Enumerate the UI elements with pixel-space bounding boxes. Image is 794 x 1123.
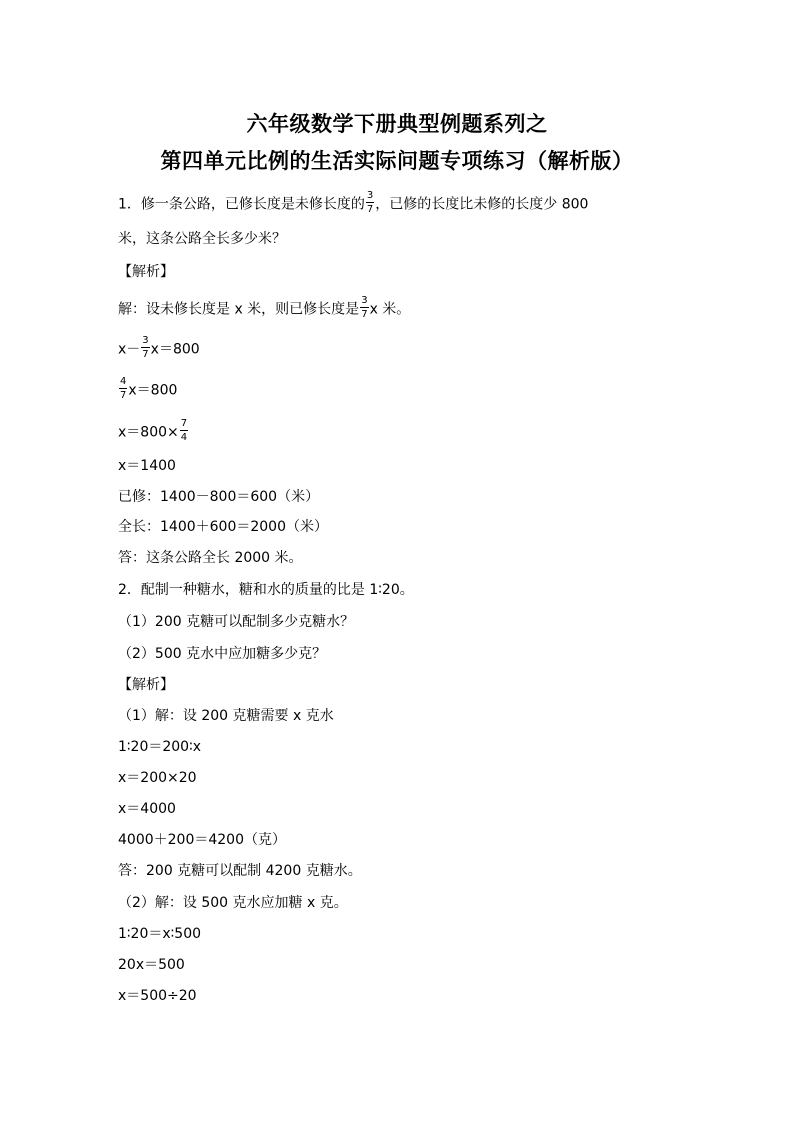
fraction-denominator: 4 xyxy=(180,432,188,443)
q1-total-length: 全长：1400＋600＝2000（米） xyxy=(118,519,328,535)
q2-part1-equation-1: 1∶20＝200∶x xyxy=(118,739,202,755)
q2-sub-question-2: （2）500 克水中应加糖多少克？ xyxy=(118,646,327,662)
q1-equation-1 xyxy=(118,337,200,362)
q2-part2-equation-1: 1∶20＝x∶500 xyxy=(118,926,202,942)
q1-equation-3 xyxy=(118,420,189,445)
q1-eq1-a: x－ xyxy=(118,341,141,358)
q1-eq2-b: x＝800 xyxy=(128,382,178,399)
q1-stem-fraction xyxy=(366,190,374,215)
q2-part1-equation-2: x＝200×20 xyxy=(118,770,197,786)
fraction-numerator: 4 xyxy=(120,376,127,387)
q1-sol-a: 解：设未修长度是 x 米，则已修长度是 xyxy=(118,301,360,318)
q1-done-length: 已修：1400－800＝600（米） xyxy=(118,489,320,505)
fraction-denominator: 7 xyxy=(361,309,368,320)
q2-analysis-heading: 【解析】 xyxy=(118,677,174,693)
q1-equation-2 xyxy=(118,378,177,403)
q1-stem-b: ，已修的长度比未修的长度少 800 xyxy=(375,196,589,213)
q2-part1-equation-3: x＝4000 xyxy=(118,801,176,817)
fraction-numerator: 3 xyxy=(361,295,368,306)
q2-part2-equation-2: 20x＝500 xyxy=(118,957,185,973)
fraction-denominator: 7 xyxy=(366,204,374,215)
q1-solution-setup xyxy=(118,297,410,322)
q2-stem: 2．配制一种糖水，糖和水的质量的比是 1∶20。 xyxy=(118,582,414,598)
q1-equation-4: x＝1400 xyxy=(118,458,176,474)
q1-sol-b: x 米。 xyxy=(369,301,411,318)
q2-part1-equation-4: 4000＋200＝4200（克） xyxy=(118,832,286,848)
q1-stem-a: 1．修一条公路，已修长度是未修长度的 xyxy=(118,196,365,213)
q1-answer: 答：这条公路全长 2000 米。 xyxy=(118,550,303,566)
fraction-numerator: 7 xyxy=(180,418,188,429)
q1-eq1-fraction xyxy=(141,335,149,360)
title-line-2: 第四单元比例的生活实际问题专项练习（解析版） xyxy=(160,149,634,173)
q1-analysis-heading: 【解析】 xyxy=(118,264,174,280)
q2-part1-answer: 答：200 克糖可以配制 4200 克糖水。 xyxy=(118,863,362,879)
q2-part1-setup: （1）解：设 200 克糖需要 x 克水 xyxy=(118,708,334,724)
fraction-denominator: 7 xyxy=(142,349,149,360)
q1-eq3-fraction xyxy=(180,418,188,443)
title-line-1: 六年级数学下册典型例题系列之 xyxy=(246,112,548,136)
q1-stem-line-2: 米，这条公路全长多少米？ xyxy=(118,231,286,247)
q1-eq3-a: x＝800× xyxy=(118,424,179,441)
q1-eq1-b: x＝800 xyxy=(150,341,200,358)
fraction-denominator: 7 xyxy=(120,390,127,401)
q1-sol-fraction xyxy=(360,295,368,320)
q2-part2-setup: （2）解：设 500 克水应加糖 x 克。 xyxy=(118,895,348,911)
q1-eq2-fraction xyxy=(119,376,127,401)
q1-stem-line-1 xyxy=(118,192,588,217)
q2-part2-equation-3: x＝500÷20 xyxy=(118,988,197,1004)
fraction-numerator: 3 xyxy=(366,190,374,201)
q2-sub-question-1: （1）200 克糖可以配制多少克糖水？ xyxy=(118,614,355,630)
fraction-numerator: 3 xyxy=(142,335,149,346)
